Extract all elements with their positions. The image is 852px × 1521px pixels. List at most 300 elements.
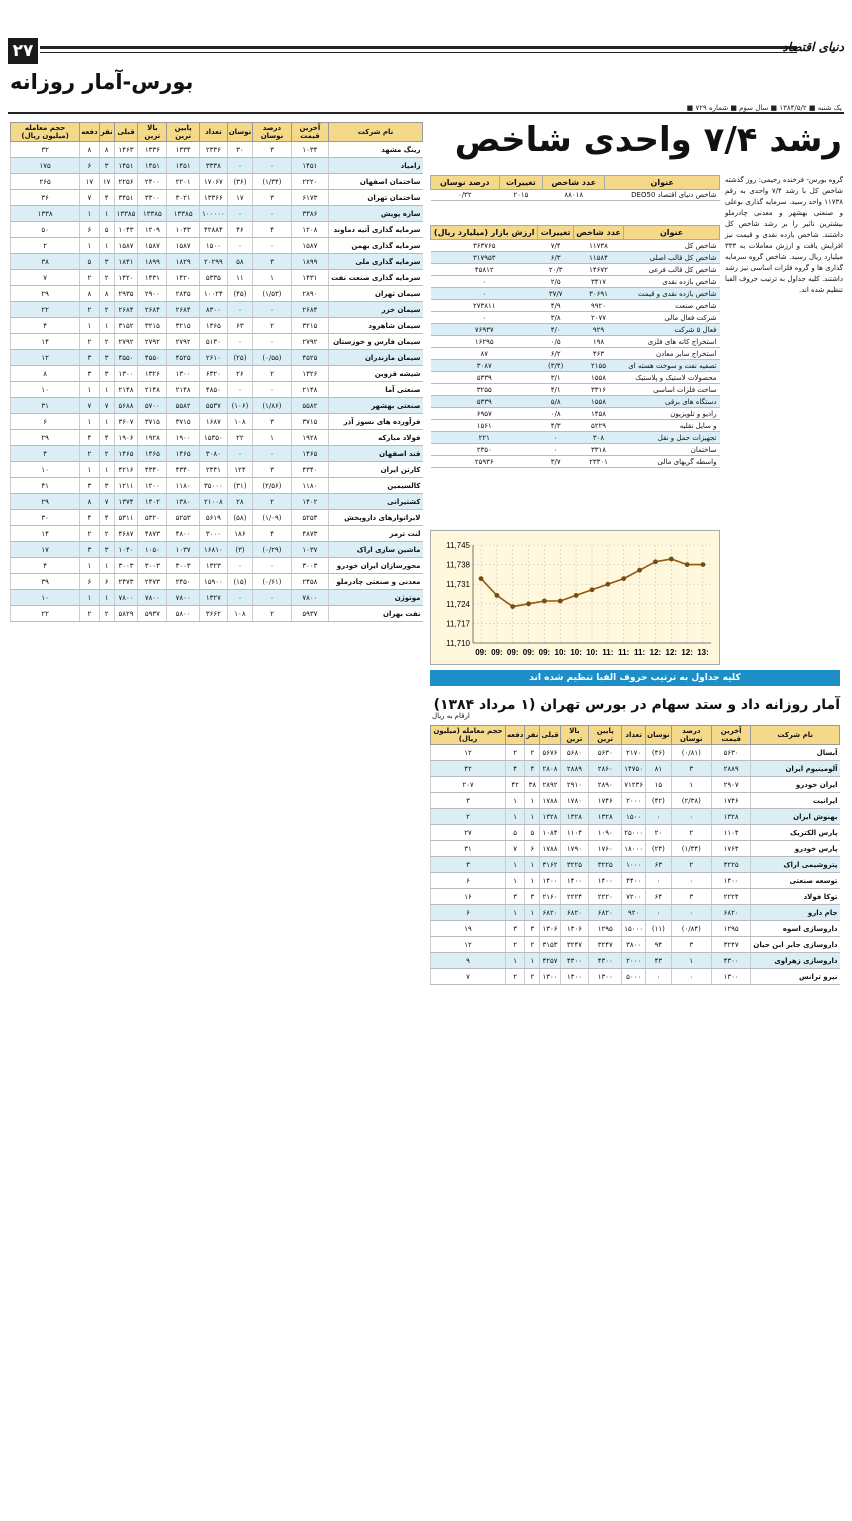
left-table-cell: ۱۳۳۸ <box>11 206 80 222</box>
right-table-row <box>431 841 840 857</box>
right-table-cell: ۳ <box>525 921 540 937</box>
right-table-cell: ۱۳۰۰ <box>589 969 622 985</box>
index-table-main-cell: ۶/۲ <box>538 348 573 360</box>
right-table-cell: ۴۲ <box>431 761 506 777</box>
right-table-cell: ۰ <box>646 905 672 921</box>
left-table-cell: ۰ <box>227 382 253 398</box>
index-table-main-cell: ۷۶۹۳۷ <box>431 324 538 336</box>
left-table-cell: ۷۸۰۰ <box>114 590 138 606</box>
left-table-cell: ۱۷۵ <box>11 158 80 174</box>
left-table-cell: ۲ <box>253 318 291 334</box>
index-table-main-cell: ۵۳۳۹ <box>431 372 538 384</box>
left-table-cell: ۲ <box>99 606 114 622</box>
left-table-cell: ۳۲۱۵ <box>167 318 200 334</box>
right-table-header-cell: نفر <box>525 726 540 745</box>
index-table-main-cell: ۴/۰ <box>538 324 573 336</box>
index-table-main-cell: ۳۰۸۷ <box>431 360 538 372</box>
info-band: کلیه جداول به ترتیب حروف الفبا تنظیم شده اند <box>430 670 840 686</box>
right-table-header-cell: پایین ترین <box>589 726 622 745</box>
data-point <box>558 599 563 604</box>
index-table-main-cell: ۲۵۹۳۶ <box>431 456 538 468</box>
left-table-cell: ۱۸۹۹ <box>138 254 167 270</box>
right-table-header-cell: نوسان <box>646 726 672 745</box>
index-table-main-cell: ۰/۸ <box>538 408 573 420</box>
left-table-cell: ۱۲ <box>11 350 80 366</box>
index-table-main-cell: ۳۰۸ <box>573 432 623 444</box>
left-table-cell: ۲۶۵ <box>11 174 80 190</box>
left-table-cell: ۳۰۰۳ <box>167 558 200 574</box>
right-table-cell: ۱۲۹۵ <box>589 921 622 937</box>
left-table-cell: ۳ <box>80 366 99 382</box>
left-table-name-cell: زامیاد <box>329 158 423 174</box>
left-table-cell: ۱۴۶۵ <box>291 446 328 462</box>
left-table-cell: ۲۱۴۸ <box>138 382 167 398</box>
title-rule <box>8 112 844 114</box>
left-table-cell: ۳۱ <box>11 398 80 414</box>
index-chart <box>430 530 720 665</box>
left-table-cell: (۱/۳۴) <box>253 174 291 190</box>
left-table-cell: ۵ <box>99 222 114 238</box>
index-table-main-cell: ۳/۸ <box>538 312 573 324</box>
index-table-main-cell: ۱۵۵۸ <box>573 396 623 408</box>
right-table-row <box>431 857 840 873</box>
left-table-cell: ۴۲۱۶ <box>114 462 138 478</box>
left-table-cell: ۳۳۳۸ <box>200 158 228 174</box>
right-table-cell: ۱۷۸۸ <box>540 793 560 809</box>
left-table-name-cell: ماشین سازی اراک <box>329 542 423 558</box>
left-table-header-cell: نفر <box>99 123 114 142</box>
left-table-cell: ۴۵۵۰ <box>114 350 138 366</box>
left-table-cell: (۳۱) <box>227 478 253 494</box>
index-table-main-cell: ۲۰۷۷ <box>573 312 623 324</box>
index-table-main-cell: ۰/۵ <box>538 336 573 348</box>
left-table-cell: ۵۵۸۲ <box>291 398 328 414</box>
left-table-row <box>11 334 423 350</box>
left-table-cell: ۳۰۸۰ <box>200 446 228 462</box>
left-table-header-cell: آخرین قیمت <box>291 123 328 142</box>
left-table-cell: ۱۰۳۴ <box>291 142 328 158</box>
y-tick-label: 11,745 <box>446 541 470 550</box>
data-point <box>605 582 610 587</box>
index-table-deo-row <box>431 190 720 201</box>
index-table-main-row <box>431 264 720 276</box>
index-table-main-row <box>431 276 720 288</box>
left-table-row <box>11 174 423 190</box>
right-table-cell: ۵۶۳۰ <box>589 745 622 761</box>
index-table-main-cell: ۲۳۵۰ <box>431 444 538 456</box>
right-table-cell: ۱ <box>505 953 524 969</box>
right-table-cell: ۲۸۸۹ <box>711 761 750 777</box>
right-table-cell: ۶۸۲۰ <box>540 905 560 921</box>
left-table-cell: ۱۴ <box>11 334 80 350</box>
index-table-main-row <box>431 396 720 408</box>
right-table-cell: (۴۶) <box>646 745 672 761</box>
right-table-row <box>431 905 840 921</box>
left-table-cell: ۱۶۸۷ <box>200 414 228 430</box>
left-table-cell: ۳ <box>80 542 99 558</box>
right-table-cell: ۲۲۲۴ <box>711 889 750 905</box>
left-table-cell: ۳ <box>99 478 114 494</box>
left-table-row <box>11 542 423 558</box>
right-table-name-cell: آلومینیوم ایران <box>751 761 840 777</box>
left-table-cell: ۴۶۸۷ <box>114 526 138 542</box>
left-table-cell: ۳۶۶۲ <box>200 606 228 622</box>
right-table-cell: ۱۶ <box>431 889 506 905</box>
right-table-row <box>431 969 840 985</box>
left-table-cell: ۲ <box>80 526 99 542</box>
data-point <box>510 604 515 609</box>
x-tick-label: 09: <box>506 648 519 657</box>
index-table-main-header-cell: عنوان <box>624 226 720 240</box>
left-table-cell: ۳ <box>99 542 114 558</box>
right-table-cell: ۱۳۰۰ <box>560 969 588 985</box>
index-table-main-name-cell: شاخص بازده نقدی و قیمت <box>624 288 720 300</box>
left-table-cell: ۱۳۷۴ <box>114 494 138 510</box>
left-table-name-cell: سیمان شاهرود <box>329 318 423 334</box>
left-table-name-cell: محورسازان ایران خودرو <box>329 558 423 574</box>
left-table-cell: ۱ <box>80 590 99 606</box>
index-table-main-row <box>431 312 720 324</box>
x-tick-label: 11: <box>602 648 614 657</box>
left-table-cell: ۱۳۲۷ <box>200 590 228 606</box>
left-table-cell: ۴۵۲۵ <box>167 350 200 366</box>
left-table-name-cell: ساختمان اصفهان <box>329 174 423 190</box>
left-table-cell: ۲۴۵۰ <box>167 574 200 590</box>
left-table-cell: ۲۲ <box>11 606 80 622</box>
right-table-cell: ۳ <box>525 889 540 905</box>
right-table-header-cell: حجم معامله (میلیون ریال) <box>431 726 506 745</box>
index-table-deo-header-cell: عدد شاخص <box>543 176 605 190</box>
left-table-name-cell: لابراتوارهای داروپخش <box>329 510 423 526</box>
right-table-cell: ۱ <box>505 905 524 921</box>
left-table-cell: ۱۳۳۶۶ <box>200 190 228 206</box>
index-table-main-cell: ۳۶۳۷۶۵ <box>431 240 538 252</box>
left-table-cell: ۱۴۵۱ <box>291 158 328 174</box>
left-table-cell: ۱ <box>99 238 114 254</box>
right-table-cell: ۲۰ <box>646 825 672 841</box>
right-table-cell: ۴۳۰۰ <box>711 953 750 969</box>
left-table-cell: ۲۹ <box>11 430 80 446</box>
left-table-cell: ۲ <box>253 606 291 622</box>
right-table-cell: ۲ <box>671 857 711 873</box>
left-table-cell: ۳۶ <box>11 190 80 206</box>
right-table-cell: ۳۲۲۵ <box>560 857 588 873</box>
left-table-cell: ۲۴۷۳ <box>138 574 167 590</box>
right-table-cell: ۱۲ <box>431 937 506 953</box>
left-table-cell: ۶۳ <box>227 318 253 334</box>
right-table-cell: ۱۴۰۰ <box>589 873 622 889</box>
right-table-cell: ۱۸۰۰۰ <box>622 841 646 857</box>
left-table-cell: ۱۳۲۶ <box>291 366 328 382</box>
left-table-cell: ۰ <box>253 158 291 174</box>
right-table-cell: ۷ <box>505 841 524 857</box>
right-table-cell: ۱۵۰۰۰ <box>622 921 646 937</box>
x-tick-label: 12: <box>649 648 662 657</box>
left-table-cell: ۳ <box>99 366 114 382</box>
left-table-cell: ۴ <box>80 510 99 526</box>
left-table-cell: ۱۸۹۹ <box>291 254 328 270</box>
index-table-main-name-cell: استخراج کانه های فلزی <box>624 336 720 348</box>
left-table-cell: ۴۸۵۰ <box>200 382 228 398</box>
left-table-cell: ۵۲۵۳ <box>291 510 328 526</box>
right-table-cell: ۳۲۴۷ <box>711 937 750 953</box>
left-table-cell: (۳) <box>227 542 253 558</box>
index-table-main-name-cell: شاخص کل قالب اصلی <box>624 252 720 264</box>
left-table-cell: ۳۹ <box>11 574 80 590</box>
right-table-header-cell: تعداد <box>622 726 646 745</box>
left-table-cell: ۱۴۲۰ <box>167 270 200 286</box>
left-table-row <box>11 270 423 286</box>
index-table-main-cell: (۳/۴) <box>538 360 573 372</box>
left-table-cell: ۱ <box>99 590 114 606</box>
left-table-cell: (۱۵) <box>227 574 253 590</box>
index-table-main-cell: ۴/۳ <box>538 420 573 432</box>
left-table-row <box>11 302 423 318</box>
right-table-cell: ۱۲ <box>431 745 506 761</box>
right-table-cell: ۲ <box>505 937 524 953</box>
right-table-cell: ۴۳۰۰ <box>560 953 588 969</box>
left-table-cell: ۸ <box>99 286 114 302</box>
left-table-name-cell: صنعتی بهشهر <box>329 398 423 414</box>
right-table-row <box>431 761 840 777</box>
left-table-cell: ۲۱۴۸ <box>114 382 138 398</box>
left-table-cell: ۱۵۸۷ <box>138 238 167 254</box>
right-table-name-cell: آبسال <box>751 745 840 761</box>
left-table-cell: ۱۴۳۱ <box>291 270 328 286</box>
left-table-row <box>11 254 423 270</box>
left-table-cell: ۱۴ <box>11 526 80 542</box>
left-table-cell: ۲۶ <box>227 366 253 382</box>
left-table-cell: ۱ <box>80 206 99 222</box>
x-tick-label: 10: <box>570 648 582 657</box>
index-table-main-cell: ۰ <box>538 444 573 456</box>
left-table-cell: ۱۲۰۹ <box>138 222 167 238</box>
right-table-name-cell: پارس خودرو <box>751 841 840 857</box>
left-table-cell: ۱۷۰۶۷ <box>200 174 228 190</box>
left-table-name-cell: سرمایه گذاری صنعت نفت <box>329 270 423 286</box>
left-table-cell: ۷۸۰۰ <box>167 590 200 606</box>
left-table-cell: ۱۰۳۷ <box>167 542 200 558</box>
left-table-cell: ۶۳۲۰ <box>200 366 228 382</box>
left-table-name-cell: سیمان تهران <box>329 286 423 302</box>
header-rule-thin <box>40 52 797 53</box>
left-table-cell: ۵۱۳۰ <box>200 334 228 350</box>
left-table-cell: ۱۰۰۰۰۰ <box>200 206 228 222</box>
right-table-cell: ۳۸ <box>525 777 540 793</box>
right-table-cell: ۵۶۳۰ <box>711 745 750 761</box>
left-table-header-cell: دفعه <box>80 123 99 142</box>
index-table-main-cell: ۲۱۵۵ <box>573 360 623 372</box>
left-table-cell: ۱۰۴۳ <box>114 222 138 238</box>
right-table-name-cell: ایران خودرو <box>751 777 840 793</box>
left-stock-table <box>10 122 423 622</box>
index-table-main-row <box>431 372 720 384</box>
right-table-cell: ۱ <box>525 953 540 969</box>
index-table-main-header-cell: عدد شاخص <box>573 226 623 240</box>
index-chart-svg <box>431 531 719 664</box>
left-table-cell: ۲ <box>80 446 99 462</box>
right-table-cell: ۱۳۲۸ <box>560 809 588 825</box>
right-table-cell: ۴ <box>505 761 524 777</box>
index-table-main-row <box>431 456 720 468</box>
right-table-cell: ۳ <box>431 857 506 873</box>
left-table-row <box>11 142 423 158</box>
left-table-cell: ۴۳۴۰ <box>138 462 167 478</box>
index-table-main-header-cell: تغییرات <box>538 226 573 240</box>
right-table-cell: ۶ <box>431 873 506 889</box>
left-table-cell: ۵۸۲۹ <box>114 606 138 622</box>
right-table-cell: ۲۰۷ <box>431 777 506 793</box>
left-table-cell: ۳۲ <box>11 142 80 158</box>
left-table-cell: ۰ <box>227 206 253 222</box>
x-tick-label: 09: <box>475 648 487 657</box>
left-table-cell: ۳۱۵۲ <box>114 318 138 334</box>
left-table-cell: ۳۰۰۳ <box>114 558 138 574</box>
right-table-cell: ۴۲ <box>505 777 524 793</box>
index-table-main-cell: ۲۲۱ <box>431 432 538 444</box>
left-table-cell: ۵۶۸۸ <box>114 398 138 414</box>
left-table-cell: ۱۳۳۴ <box>167 142 200 158</box>
index-table-main-cell: ۷/۴ <box>538 240 573 252</box>
left-table-header-cell: نام شرکت <box>329 123 423 142</box>
right-table-cell: (۱۱) <box>646 921 672 937</box>
left-table-cell: ۳ <box>99 158 114 174</box>
issue-info: ■ یک شنبه ■ ۱۳۸۴/۵/۲ ■ سال سوم ■ شماره ۷۲۹ <box>686 104 842 112</box>
left-table-cell: ۲ <box>80 302 99 318</box>
index-table-main-cell: ۸۷ <box>431 348 538 360</box>
data-point <box>637 568 642 573</box>
left-table-cell: ۷۸۰۰ <box>138 590 167 606</box>
left-table-cell: ۱۹۰۰ <box>167 430 200 446</box>
index-table-main-row <box>431 300 720 312</box>
index-table-main-row <box>431 336 720 348</box>
index-table-main-cell: ۱۵۶۱ <box>431 420 538 432</box>
left-table-cell: ۱ <box>80 318 99 334</box>
left-table-cell: ۱ <box>99 462 114 478</box>
left-table-cell: ۱ <box>99 318 114 334</box>
index-table-main-name-cell: رادیو و تلویزیون <box>624 408 720 420</box>
left-table-cell: ۳۷۱۵ <box>291 414 328 430</box>
unit-note: ارقام به ریال <box>432 712 470 720</box>
right-table-cell: ۲۸۶۰ <box>589 761 622 777</box>
left-table-cell: ۴۳۴۰ <box>291 462 328 478</box>
left-table-cell: ۴ <box>253 526 291 542</box>
left-table-cell: ۲۹ <box>11 286 80 302</box>
index-table-main-name-cell: تجهیزات حمل و نقل <box>624 432 720 444</box>
left-table-cell: ۱۴۶۳ <box>114 142 138 158</box>
left-table-cell: ۱۱ <box>227 270 253 286</box>
right-table-cell: ۰ <box>671 905 711 921</box>
right-table-header-cell: قبلی <box>540 726 560 745</box>
left-table-header-cell: پایین ترین <box>167 123 200 142</box>
index-table-main-name-cell: شرکت فعال مالی <box>624 312 720 324</box>
index-table-main-cell: ۳/۱ <box>538 372 573 384</box>
right-table-row <box>431 809 840 825</box>
index-table-main-name-cell: تصفیه نفت و سوخت هسته ای <box>624 360 720 372</box>
right-table-cell: ۱۰۸۴ <box>540 825 560 841</box>
left-table-header-cell: درصد نوسان <box>253 123 291 142</box>
right-table-row <box>431 937 840 953</box>
right-table-cell: ۳۸۰۰ <box>622 937 646 953</box>
left-table-cell: ۳۶۰۷ <box>114 414 138 430</box>
left-table-cell: ۰ <box>227 158 253 174</box>
left-table-cell: ۱۲۰۸ <box>291 222 328 238</box>
left-table-cell: ۴ <box>253 222 291 238</box>
left-table-cell: ۳۳۸۶ <box>291 206 328 222</box>
left-table-name-cell: سیمان فارس و خوزستان <box>329 334 423 350</box>
left-table-cell: ۱ <box>80 382 99 398</box>
right-table-cell: ۱۷۸۰ <box>560 793 588 809</box>
index-table-main-cell: ۳۳۱۶ <box>573 384 623 396</box>
left-table-row <box>11 206 423 222</box>
right-table-cell: ۲ <box>505 745 524 761</box>
index-table-main-cell: ۱۴۵۸ <box>573 408 623 420</box>
right-table-cell: ۱۳۲۸ <box>711 809 750 825</box>
right-table-cell: ۱۷۴۶ <box>711 793 750 809</box>
left-table-cell: ۴ <box>99 190 114 206</box>
left-table-cell: ۳۴۵۱ <box>114 190 138 206</box>
x-tick-label: 11: <box>618 648 630 657</box>
right-table-cell: ۱۳۰۶ <box>560 921 588 937</box>
right-table-cell: ۵۶۷۶ <box>540 745 560 761</box>
left-table-row <box>11 238 423 254</box>
left-table-cell: (۰/۶۱) <box>253 574 291 590</box>
index-table-main-row <box>431 384 720 396</box>
index-table-main-row <box>431 420 720 432</box>
index-table-main <box>430 225 720 468</box>
left-table-name-cell: شیشه قزوین <box>329 366 423 382</box>
left-table-cell: ۱۳۲۶ <box>138 366 167 382</box>
left-table-cell: ۲ <box>253 366 291 382</box>
left-table-cell: ۲۴۵۸ <box>291 574 328 590</box>
x-tick-label: 13: <box>697 648 709 657</box>
left-table-cell: ۲۲۲۰ <box>291 174 328 190</box>
right-table-cell: ۱ <box>525 857 540 873</box>
left-table-cell: ۱۴۰۲ <box>138 494 167 510</box>
left-table-name-cell: موتوژن <box>329 590 423 606</box>
left-table-cell: ۰ <box>253 334 291 350</box>
index-table-main-cell: ۳۴۱۷ <box>573 276 623 288</box>
index-table-main-name-cell: استخراج سایر معادن <box>624 348 720 360</box>
right-table-cell: ۲۱۷۰ <box>622 745 646 761</box>
index-table-main-cell: ۵۳۳۹ <box>431 396 538 408</box>
right-table-row <box>431 745 840 761</box>
left-table-name-cell: فرآورده های نسوز آذر <box>329 414 423 430</box>
right-table-cell: ۱۳۲۸ <box>589 809 622 825</box>
right-table-cell: ۱ <box>671 777 711 793</box>
left-table-row <box>11 318 423 334</box>
right-table-cell: (۱/۳۴) <box>671 841 711 857</box>
left-table-cell: ۲۴۰۰ <box>138 174 167 190</box>
left-table-name-cell: سازه پویش <box>329 206 423 222</box>
left-table-cell: ۲۸ <box>227 494 253 510</box>
right-table-cell: ۲۸۸۹ <box>560 761 588 777</box>
left-table-cell: (۱/۰۹) <box>253 510 291 526</box>
left-table-cell: ۸ <box>99 142 114 158</box>
data-point <box>653 559 658 564</box>
index-table-main-row <box>431 432 720 444</box>
right-table-row <box>431 921 840 937</box>
left-table-cell: ۲۱۰۰۸ <box>200 494 228 510</box>
left-table-cell: ۰ <box>227 590 253 606</box>
right-table-cell: ۲۰۰۰ <box>622 953 646 969</box>
left-table-cell: ۵۲۵۳ <box>167 510 200 526</box>
left-table-cell: ۱۳۳۶ <box>138 142 167 158</box>
index-table-main-cell: ۴۶۳ <box>573 348 623 360</box>
right-table-cell: ۶ <box>525 841 540 857</box>
right-table-cell: ۶۸۲۰ <box>711 905 750 921</box>
right-table-cell: ۲۹۱۰ <box>560 777 588 793</box>
